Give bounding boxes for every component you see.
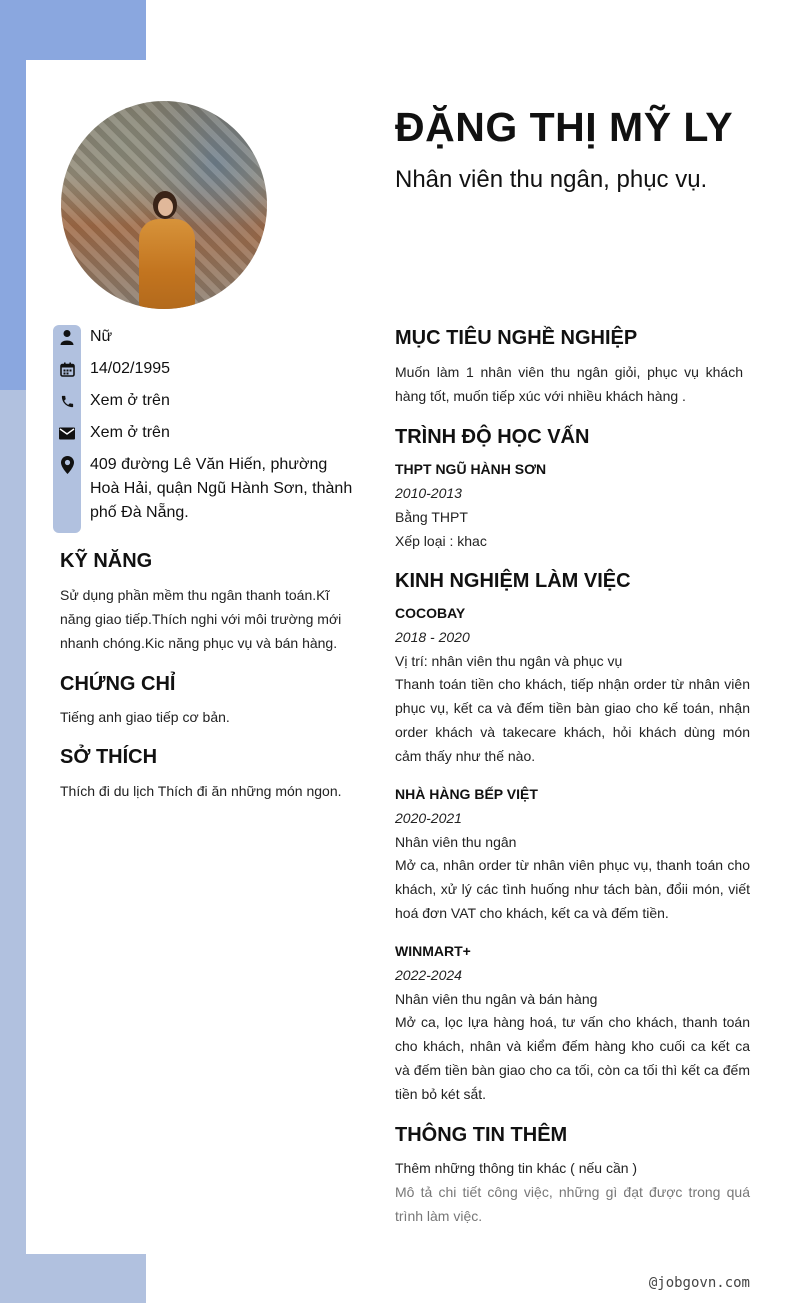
education-degree: Bằng THPT [395, 509, 468, 525]
job-description: Mở ca, lọc lựa hàng hoá, tư vấn cho khách, thanh toán cho khách, nhân và kiểm đếm hàng kho cuối ca kết ca và đếm tiền bàn giao cho ca tối, còn ca tối thì kết ca đếm tiền bỏ két sắt. [395, 1014, 750, 1102]
job-position: Nhân viên thu ngân và bán hàng [395, 991, 598, 1007]
job-position: Nhân viên thu ngân [395, 834, 517, 850]
job-description: Mở ca, nhân order từ nhân viên phục vụ, thanh toán cho khách, xử lý các tình huống như tách bàn, đổii món, viết hoá đơn VAT cho khách, kết ca và đếm tiền. [395, 857, 750, 921]
contact-address [58, 453, 354, 525]
contact-email [58, 421, 354, 445]
candidate-name: ĐẶNG THỊ MỸ LY [395, 104, 734, 150]
gender-text: Nữ [90, 328, 113, 345]
contact-phone [58, 389, 354, 413]
contact-birthdate [58, 357, 354, 381]
job-position: Vị trí: nhân viên thu ngân và phục vụ [395, 653, 623, 669]
certificates-text: Tiếng anh giao tiếp cơ bản. [60, 709, 230, 725]
calendar-icon [58, 360, 76, 378]
additional-description: Mô tả chi tiết công việc, những gì đạt được trong quá trình làm việc. [395, 1184, 750, 1224]
phone-icon [58, 392, 76, 410]
person-icon [58, 328, 76, 346]
certificates-heading: CHỨNG CHỈ [60, 673, 176, 695]
birthdate-text: 14/02/1995 [90, 360, 171, 377]
hobbies-text: Thích đi du lịch Thích đi ăn những món ngon. [60, 783, 342, 799]
education-heading: TRÌNH ĐỘ HỌC VẤN [395, 426, 590, 448]
email-icon [58, 424, 76, 442]
contact-gender [58, 325, 354, 349]
job-company: WINMART+ [395, 943, 471, 959]
job-period: 2020-2021 [395, 810, 462, 826]
skills-heading: KỸ NĂNG [60, 550, 153, 572]
footer-watermark: @jobgovn.com [648, 1275, 750, 1291]
skills-text: Sử dụng phần mềm thu ngân thanh toán.Kĩ năng giao tiếp.Thích nghi với môi trường mới nhanh chóng.Kic năng phục vụ và bán hàng. [60, 587, 342, 651]
objective-text: Muốn làm 1 nhân viên thu ngân giỏi, phục vụ khách hàng tốt, muốn tiếp xúc với nhiều khách hàng . [395, 364, 743, 404]
experience-heading: KINH NGHIỆM LÀM VIỆC [395, 570, 631, 592]
additional-heading: THÔNG TIN THÊM [395, 1124, 568, 1146]
phone-text: Xem ở trên [90, 392, 170, 409]
job-period: 2022-2024 [395, 967, 462, 983]
profile-photo [61, 101, 267, 309]
education-rank: Xếp loại : khac [395, 533, 487, 549]
education-period: 2010-2013 [395, 485, 462, 501]
job-company: COCOBAY [395, 605, 466, 621]
job-period: 2018 - 2020 [395, 629, 470, 645]
job-company: NHÀ HÀNG BẾP VIỆT [395, 786, 538, 802]
candidate-title: Nhân viên thu ngân, phục vụ. [395, 166, 708, 193]
hobbies-heading: SỞ THÍCH [60, 746, 158, 768]
email-text: Xem ở trên [90, 424, 170, 441]
education-school: THPT NGŨ HÀNH SƠN [395, 461, 547, 477]
address-text: 409 đường Lê Văn Hiến, phường Hoà Hải, quận Ngũ Hành Sơn, thành phố Đà Nẵng. [90, 456, 353, 521]
location-pin-icon [58, 456, 76, 474]
job-description: Thanh toán tiền cho khách, tiếp nhận order từ nhân viên phục vụ, kết ca và đếm tiền bàn giao cho kế toán, nhận order khách và takecare khách, hỏi khách dùng món cảm thấy như thế nào. [395, 676, 750, 764]
additional-line: Thêm những thông tin khác ( nếu cần ) [395, 1160, 638, 1176]
objective-heading: MỤC TIÊU NGHỀ NGHIỆP [395, 327, 638, 349]
